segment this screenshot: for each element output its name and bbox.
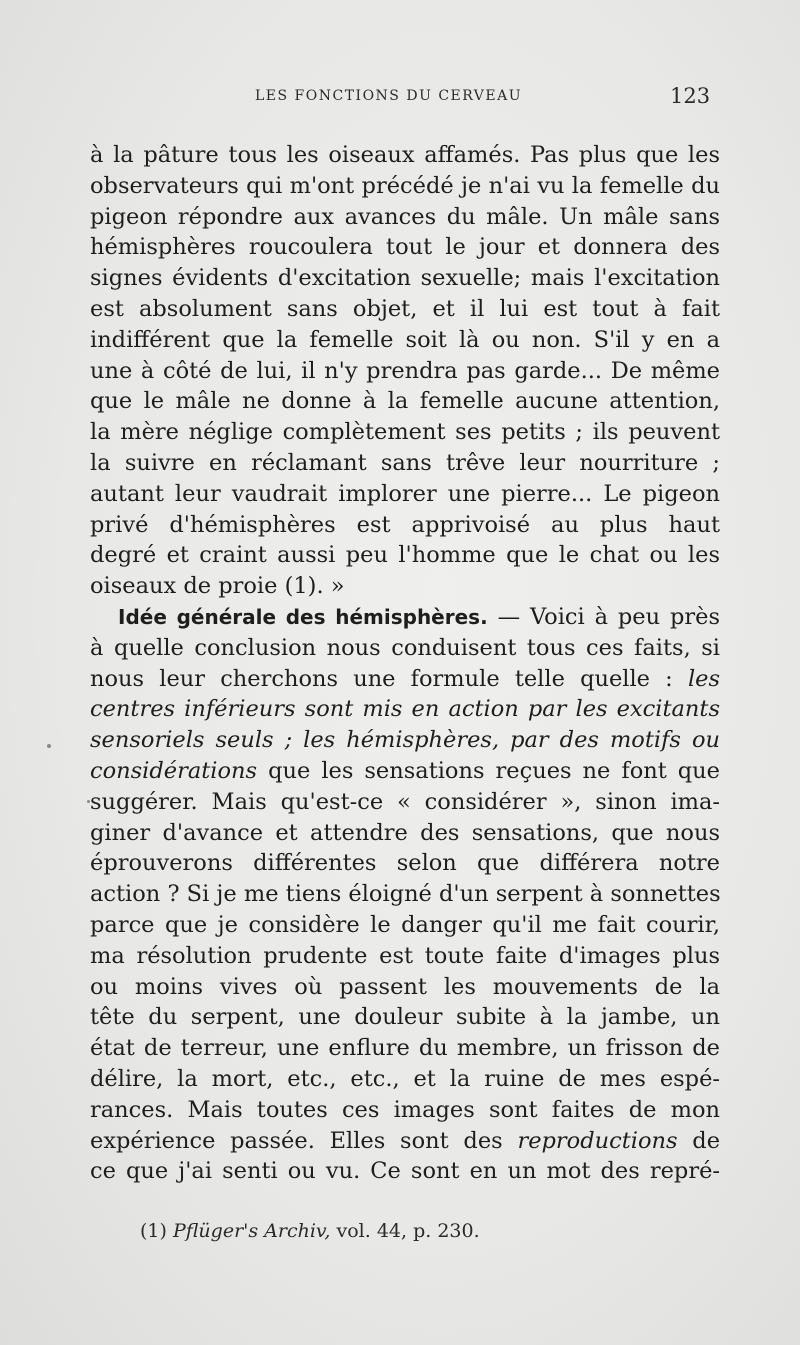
section-heading-line xyxy=(90,602,720,633)
italic-fragment: considérations xyxy=(90,757,258,784)
italic-fragment: centres inférieurs sont mis en action par les excitants xyxy=(90,696,720,723)
text-line: est absolument sans objet, et il lui est tout à fait xyxy=(90,295,720,322)
text-line: état de terreur, une enflure du membre, un frisson de xyxy=(90,1035,720,1062)
text-line-italic xyxy=(90,694,720,725)
text-fragment: de xyxy=(677,1127,721,1154)
text-line: que le mâle ne donne à la femelle aucune attention, xyxy=(90,388,720,415)
text-line: degré et craint aussi peu l'homme que le chat ou les xyxy=(90,542,720,569)
section-heading-rest: — Voici à peu près xyxy=(487,603,720,630)
text-fragment: expérience passée. Elles sont des xyxy=(90,1127,518,1154)
text-line: une à côté de lui, il n'y prendra pas garde... De même xyxy=(90,357,720,384)
text-line: privé d'hémisphères est apprivoisé au plus haut xyxy=(90,511,720,538)
text-line: suggérer. Mais qu'est-ce « considérer », sinon ima- xyxy=(90,788,720,815)
text-line: giner d'avance et attendre des sensations, que nous xyxy=(90,819,720,846)
body-text xyxy=(90,140,720,1187)
page-speck xyxy=(87,800,90,803)
text-line: ce que j'ai senti ou vu. Ce sont en un mot des repré- xyxy=(90,1158,720,1185)
italic-fragment: sensoriels seuls ; les hémisphères, par des motifs ou xyxy=(90,727,720,754)
text-line: délire, la mort, etc., etc., et la ruine de mes espé- xyxy=(90,1065,720,1092)
text-line: pigeon répondre aux avances du mâle. Un mâle sans xyxy=(90,203,720,230)
text-line: observateurs qui m'ont précédé je n'ai vu la femelle du xyxy=(90,172,720,199)
text-line xyxy=(90,1126,720,1157)
text-line: autant leur vaudrait implorer une pierre... Le pigeon xyxy=(90,480,720,507)
italic-fragment: reproductions xyxy=(517,1127,678,1154)
footnote-rest: vol. 44, p. 230. xyxy=(330,1220,480,1242)
text-line: ma résolution prudente est toute faite d'images plus xyxy=(90,942,720,969)
page-speck xyxy=(47,744,51,748)
text-line xyxy=(90,664,720,695)
footnote-marker: (1) xyxy=(140,1220,167,1242)
page-number: 123 xyxy=(670,84,711,108)
text-line: action ? Si je me tiens éloigné d'un serpent à sonnettes xyxy=(90,881,721,908)
text-line: parce que je considère le danger qu'il me fait courir, xyxy=(90,911,720,938)
text-line: à la pâture tous les oiseaux affamés. Pas plus que les xyxy=(90,142,720,168)
text-line: signes évidents d'excitation sexuelle; mais l'excitation xyxy=(90,265,720,292)
text-fragment: que les sensations reçues ne font que xyxy=(257,757,720,784)
text-line-italic xyxy=(90,725,720,756)
text-line: la mère néglige complètement ses petits ; ils peuvent xyxy=(90,419,720,446)
footnote-source: Pflüger's Archiv, xyxy=(172,1220,331,1242)
text-line: tête du serpent, une douleur subite à la jambe, un xyxy=(90,1004,720,1031)
section-heading: Idée générale des hémisphères. xyxy=(118,604,488,629)
text-line: éprouverons différentes selon que différera notre xyxy=(90,850,720,877)
text-line: hémisphères roucoulera tout le jour et donnera des xyxy=(90,234,720,261)
footnote xyxy=(140,1220,480,1242)
text-line: rances. Mais toutes ces images sont faites de mon xyxy=(90,1096,720,1123)
text-line: la suivre en réclamant sans trêve leur nourriture ; xyxy=(90,449,720,476)
text-line: ou moins vives où passent les mouvements de la xyxy=(90,973,720,1000)
text-line: à quelle conclusion nous conduisent tous ces faits, si xyxy=(90,634,720,661)
text-line xyxy=(90,756,720,787)
text-line: oiseaux de proie (1). » xyxy=(90,573,345,600)
running-title: LES FONCTIONS DU CERVEAU xyxy=(255,88,523,104)
text-fragment: nous leur cherchons une formule telle quelle : xyxy=(90,665,673,692)
italic-fragment: les xyxy=(687,665,720,692)
text-line: indifférent que la femelle soit là ou non. S'il y en a xyxy=(90,326,720,353)
